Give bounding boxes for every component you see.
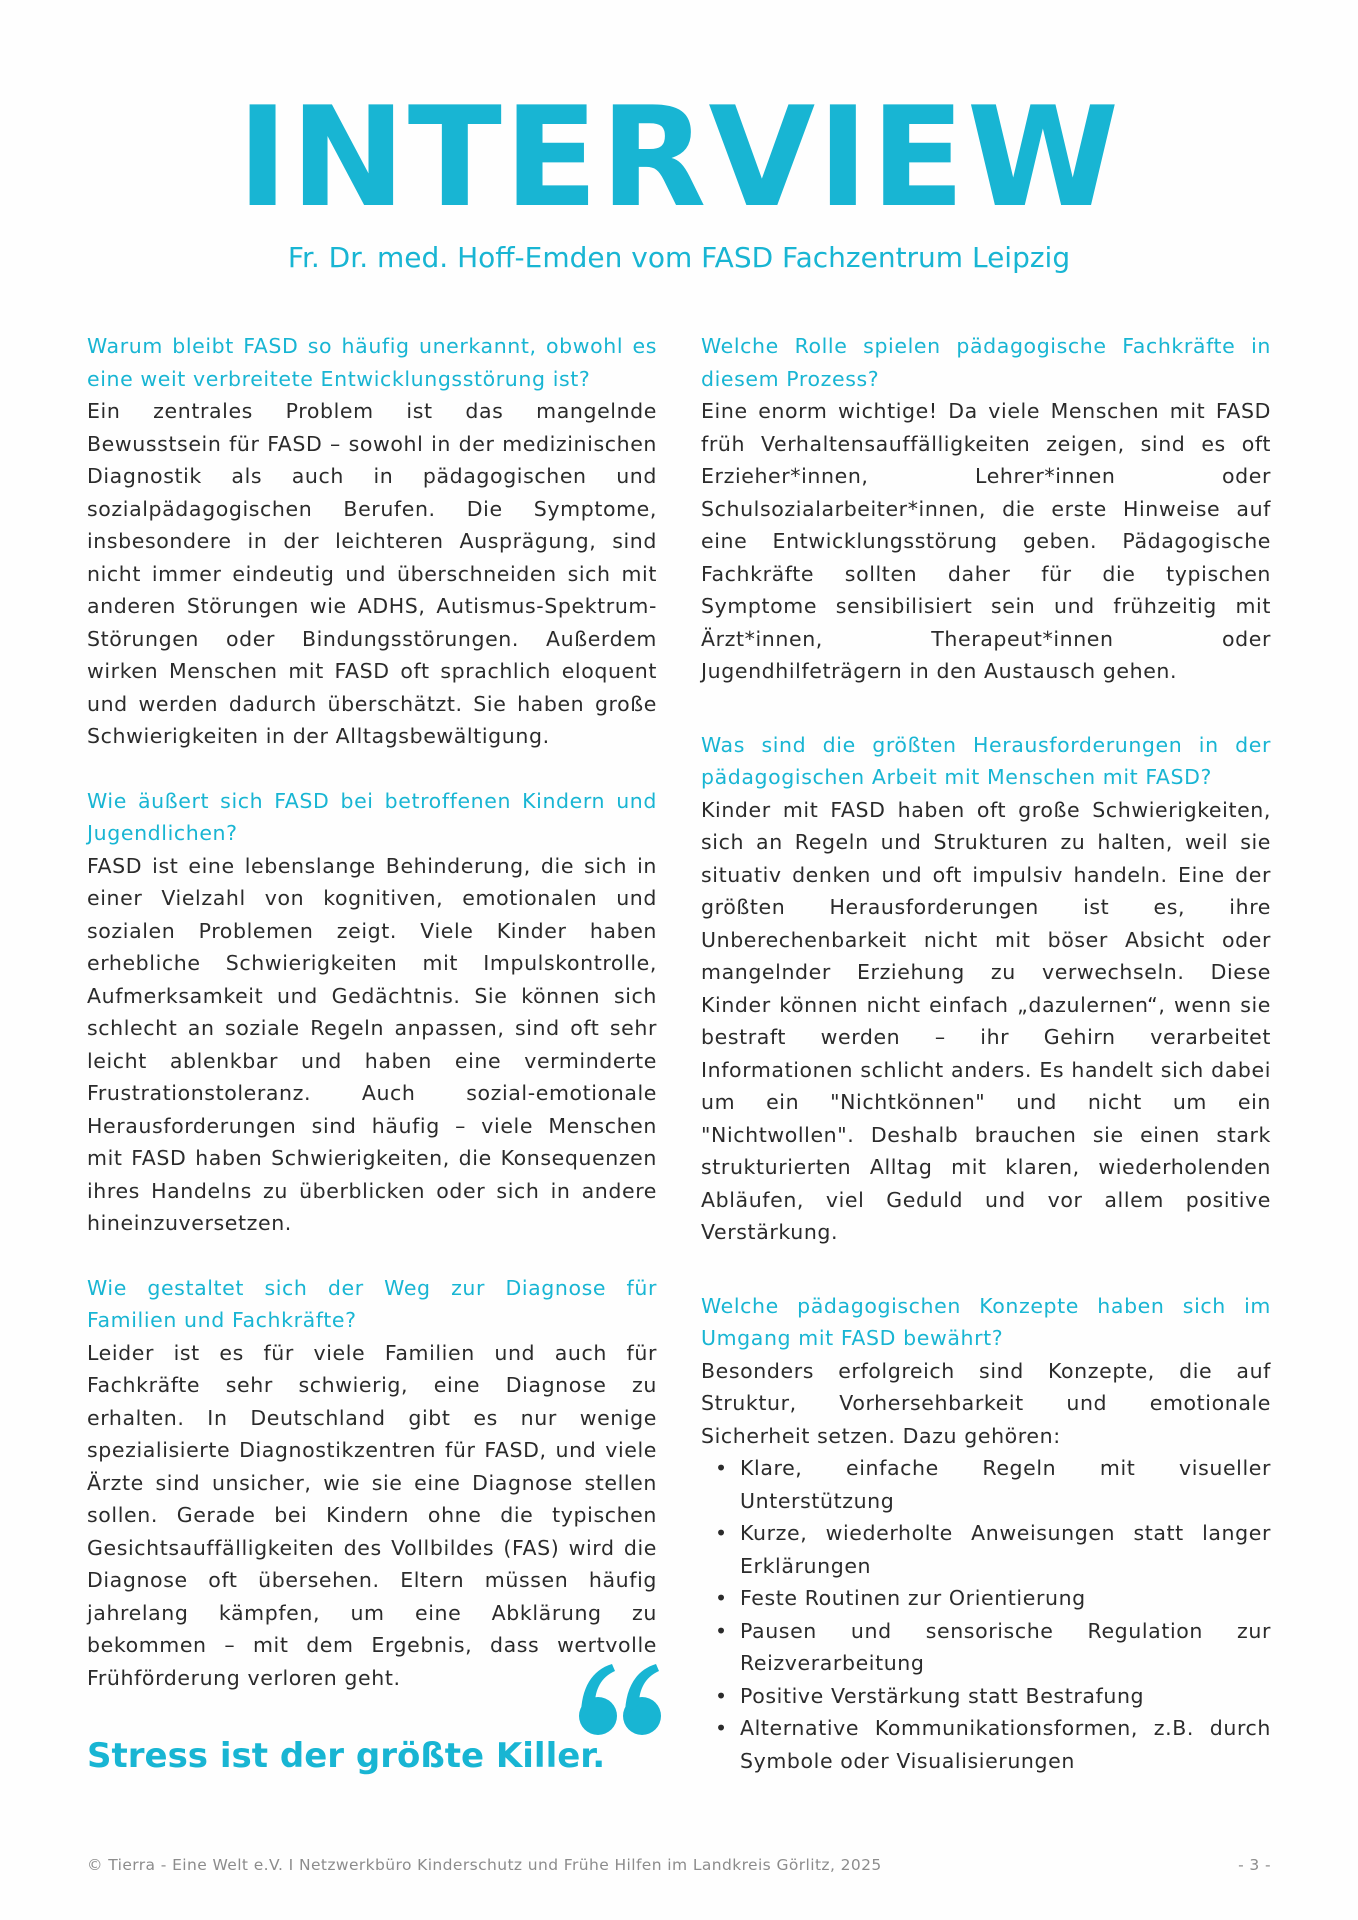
question: Wie gestaltet sich der Weg zur Diagnose für Familien und Fachkräfte? bbox=[87, 1275, 657, 1332]
left-column bbox=[87, 330, 657, 1726]
list-item: • Klare, einfache Regeln mit visueller Unterstützung bbox=[740, 1452, 1271, 1517]
answer: Eine enorm wichtige! Da viele Menschen mit FASD früh Verhaltensauffälligkeiten zeigen, sind es oft Erzieher*innen, Lehrer*innen oder Schulsozialarbeiter*innen, die erste Hinweise auf eine Entwicklungsstörung geben. Pädagogische Fachkräfte sollten daher für die typischen Symptome sensibilisiert sein und frühzeitig mit Ärzt*innen, Therapeut*innen oder Jugendhilfeträgern in den Austausch gehen. bbox=[701, 399, 1271, 683]
answer: FASD ist eine lebenslange Behinderung, die sich in einer Vielzahl von kognitiven, emotionalen und sozialen Problemen zeigt. Viele Kinder haben erhebliche Schwierigkeiten mit Impulskontrolle, Aufmerksamkeit und Gedächtnis. Sie können sich schlecht an soziale Regeln anpassen, sind oft sehr leicht ablenkbar und haben eine verminderte Frustrationstoleranz. Auch sozial-emotionale Herausforderungen sind häufig – viele Menschen mit FASD haben Schwierigkeiten, die Konsequenzen ihres Handelns zu überblicken oder sich in andere hineinzuversetzen. bbox=[87, 853, 657, 1235]
page-subtitle: Fr. Dr. med. Hoff-Emden vom FASD Fachzentrum Leipzig bbox=[287, 241, 1071, 274]
quote-icon bbox=[578, 1660, 664, 1738]
question: Welche Rolle spielen pädagogische Fachkräfte in diesem Prozess? bbox=[701, 334, 1271, 391]
question: Was sind die größten Herausforderungen in der pädagogischen Arbeit mit Menschen mit FASD? bbox=[701, 732, 1271, 789]
footer bbox=[87, 1856, 1271, 1874]
right-column bbox=[701, 330, 1271, 1818]
list-item: • Alternative Kommunikationsformen, z.B. durch Symbole oder Visualisierungen bbox=[740, 1712, 1271, 1777]
list-item: • Pausen und sensorische Regulation zur Reizverarbeitung bbox=[740, 1615, 1271, 1680]
list-item: • Feste Routinen zur Orientierung bbox=[740, 1582, 1271, 1615]
answer: Ein zentrales Problem ist das mangelnde Bewusstsein für FASD – sowohl in der medizinischen Diagnostik als auch in pädagogischen und sozialpädagogischen Berufen. Die Symptome, insbesondere in der leichteren Ausprägung, sind nicht immer eindeutig und überschneiden sich mit anderen Störungen wie ADHS, Autismus-Spektrum-Störungen oder Bindungsstörungen. Außerdem wirken Menschen mit FASD oft sprachlich eloquent und werden dadurch überschätzt. Sie haben große Schwierigkeiten in der Alltagsbewältigung. bbox=[87, 399, 657, 748]
answer: Kinder mit FASD haben oft große Schwierigkeiten, sich an Regeln und Strukturen zu halten, weil sie situativ denken und oft impulsiv handeln. Eine der größten Herausforderungen ist es, ihre Unberechenbarkeit nicht mit böser Absicht oder mangelnder Erziehung zu verwechseln. Diese Kinder können nicht einfach „dazulernen“, wenn sie bestraft werden – ihr Gehirn verarbeitet Informationen schlicht anders. Es handelt sich dabei um ein "Nichtkönnen" und nicht um ein "Nichtwollen". Deshalb brauchen sie einen stark strukturierten Alltag mit klaren, wiederholenden Abläufen, viel Geduld und vor allem positive Verstärkung. bbox=[701, 797, 1271, 1244]
pull-quote: Stress ist der größte Killer. bbox=[87, 1736, 606, 1776]
concept-list bbox=[701, 1452, 1271, 1777]
question: Wie äußert sich FASD bei betroffenen Kindern und Jugendlichen? bbox=[87, 788, 657, 845]
qa-block bbox=[87, 330, 657, 753]
list-item: • Kurze, wiederholte Anweisungen statt langer Erklärungen bbox=[740, 1517, 1271, 1582]
qa-block bbox=[701, 729, 1271, 1249]
page-title: INTERVIEW bbox=[236, 77, 1122, 238]
question: Warum bleibt FASD so häufig unerkannt, obwohl es eine weit verbreitete Entwicklungsstörung ist? bbox=[87, 334, 657, 391]
qa-block bbox=[87, 785, 657, 1240]
footer-copyright: © Tierra - Eine Welt e.V. I Netzwerkbüro Kinderschutz und Frühe Hilfen im Landkreis Görlitz, 2025 bbox=[87, 1856, 882, 1874]
page-number: - 3 - bbox=[1238, 1856, 1271, 1874]
answer: Leider ist es für viele Familien und auch für Fachkräfte sehr schwierig, eine Diagnose zu erhalten. In Deutschland gibt es nur wenige spezialisierte Diagnostikzentren für FASD, und viele Ärzte sind unsicher, wie sie eine Diagnose stellen sollen. Gerade bei Kindern ohne die typischen Gesichtsauffälligkeiten des Vollbildes (FAS) wird die Diagnose oft übersehen. Eltern müssen häufig jahrelang kämpfen, um eine Abklärung zu bekommen – mit dem Ergebnis, dass wertvolle Frühförderung verloren geht. bbox=[87, 1340, 657, 1690]
answer: Besonders erfolgreich sind Konzepte, die auf Struktur, Vorhersehbarkeit und emotionale Sicherheit setzen. Dazu gehören: bbox=[701, 1358, 1271, 1448]
qa-block bbox=[701, 330, 1271, 688]
qa-block bbox=[87, 1272, 657, 1695]
question: Welche pädagogischen Konzepte haben sich im Umgang mit FASD bewährt? bbox=[701, 1293, 1271, 1350]
qa-block bbox=[701, 1290, 1271, 1778]
list-item: • Positive Verstärkung statt Bestrafung bbox=[740, 1680, 1271, 1713]
